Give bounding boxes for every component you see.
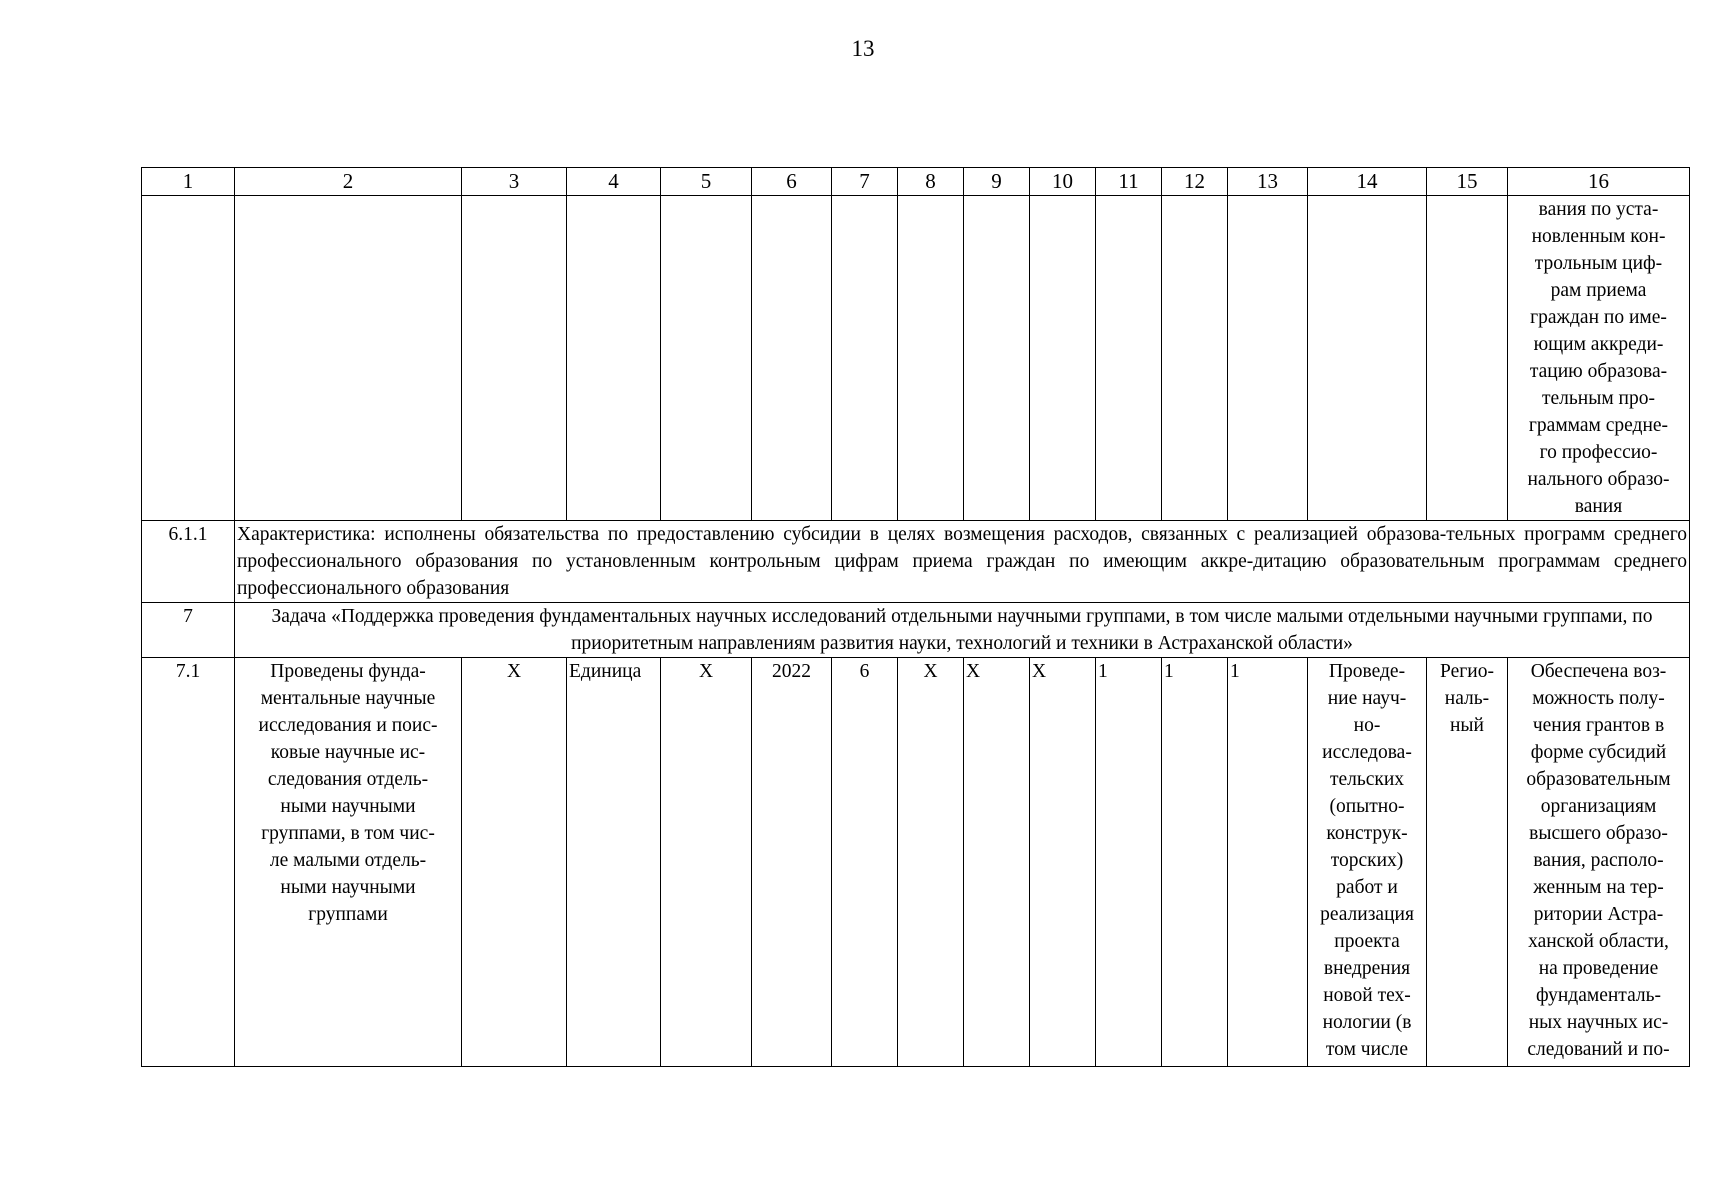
table-cell: Обеспечена воз- можность полу- чения грантов в форме субсидий образовательным организациям высшего образо- вания, располо- женным на тер- ритории Астра- ханской области, на проведение фундаменталь- ных научных ис- следований и по- [1508, 658, 1690, 1067]
table-cell: X [462, 658, 567, 1067]
header-cell: 4 [567, 168, 661, 196]
table-cell: Регио- наль- ный [1427, 658, 1508, 1067]
header-cell: 10 [1030, 168, 1096, 196]
header-cell: 5 [661, 168, 752, 196]
header-cell: 9 [964, 168, 1030, 196]
table-cell: 6 [832, 658, 898, 1067]
table-row-7-1 [142, 658, 1690, 1067]
table-row-continued [142, 196, 1690, 521]
header-cell: 1 [142, 168, 235, 196]
table-cell: X [661, 658, 752, 1067]
table-cell: Проведе- ние науч- но- исследова- тельских (опытно- конструк- торских) работ и реализация проекта внедрения новой тех- нологии (в том числе [1308, 658, 1427, 1067]
table-cell: Проведены фунда- ментальные научные исследования и поис- ковые научные ис- следования отдель- ными научными группами, в том чис- ле малыми отдель- ными научными группами [235, 658, 462, 1067]
table-cell: X [964, 658, 1030, 1067]
table-row-6-1-1 [142, 521, 1690, 603]
table-header-row [142, 168, 1690, 196]
header-cell: 6 [752, 168, 832, 196]
table-row-7 [142, 603, 1690, 658]
row-number: 7 [142, 603, 235, 658]
indicators-table [141, 167, 1690, 1067]
header-cell: 13 [1228, 168, 1308, 196]
table-cell-col16: вания по уста- новленным кон- трольным циф- рам приема граждан по име- ющим аккреди- тацию образова- тельным про- граммам средне- го профессио- нального образо- вания [1508, 196, 1690, 521]
task-text: Задача «Поддержка проведения фундаментальных научных исследований отдельными научными группами, в том числе малыми отдельными научными группами, по приоритетным направлениям развития науки, технологий и техники в Астраханской области» [235, 603, 1690, 658]
header-cell: 15 [1427, 168, 1508, 196]
table-cell: 1 [1162, 658, 1228, 1067]
header-cell: 3 [462, 168, 567, 196]
header-cell: 14 [1308, 168, 1427, 196]
table-cell: 2022 [752, 658, 832, 1067]
row-number: 6.1.1 [142, 521, 235, 603]
table-cell: 7.1 [142, 658, 235, 1067]
page-number: 13 [851, 36, 875, 61]
header-cell: 8 [898, 168, 964, 196]
header-cell: 7 [832, 168, 898, 196]
table-cell: 1 [1228, 658, 1308, 1067]
table-cell: X [898, 658, 964, 1067]
table-cell: 1 [1096, 658, 1162, 1067]
header-cell: 2 [235, 168, 462, 196]
table-cell: Единица [567, 658, 661, 1067]
table-cell: X [1030, 658, 1096, 1067]
header-cell: 11 [1096, 168, 1162, 196]
header-cell: 16 [1508, 168, 1690, 196]
characteristic-text: Характеристика: исполнены обязательства по предоставлению субсидии в целях возмещения расходов, связанных с реализацией образова-тельных программ среднего профессионального образования по установленным контрольным цифрам приема граждан по имеющим аккре-дитацию образовательным программам среднего профессионального образования [235, 521, 1690, 603]
header-cell: 12 [1162, 168, 1228, 196]
